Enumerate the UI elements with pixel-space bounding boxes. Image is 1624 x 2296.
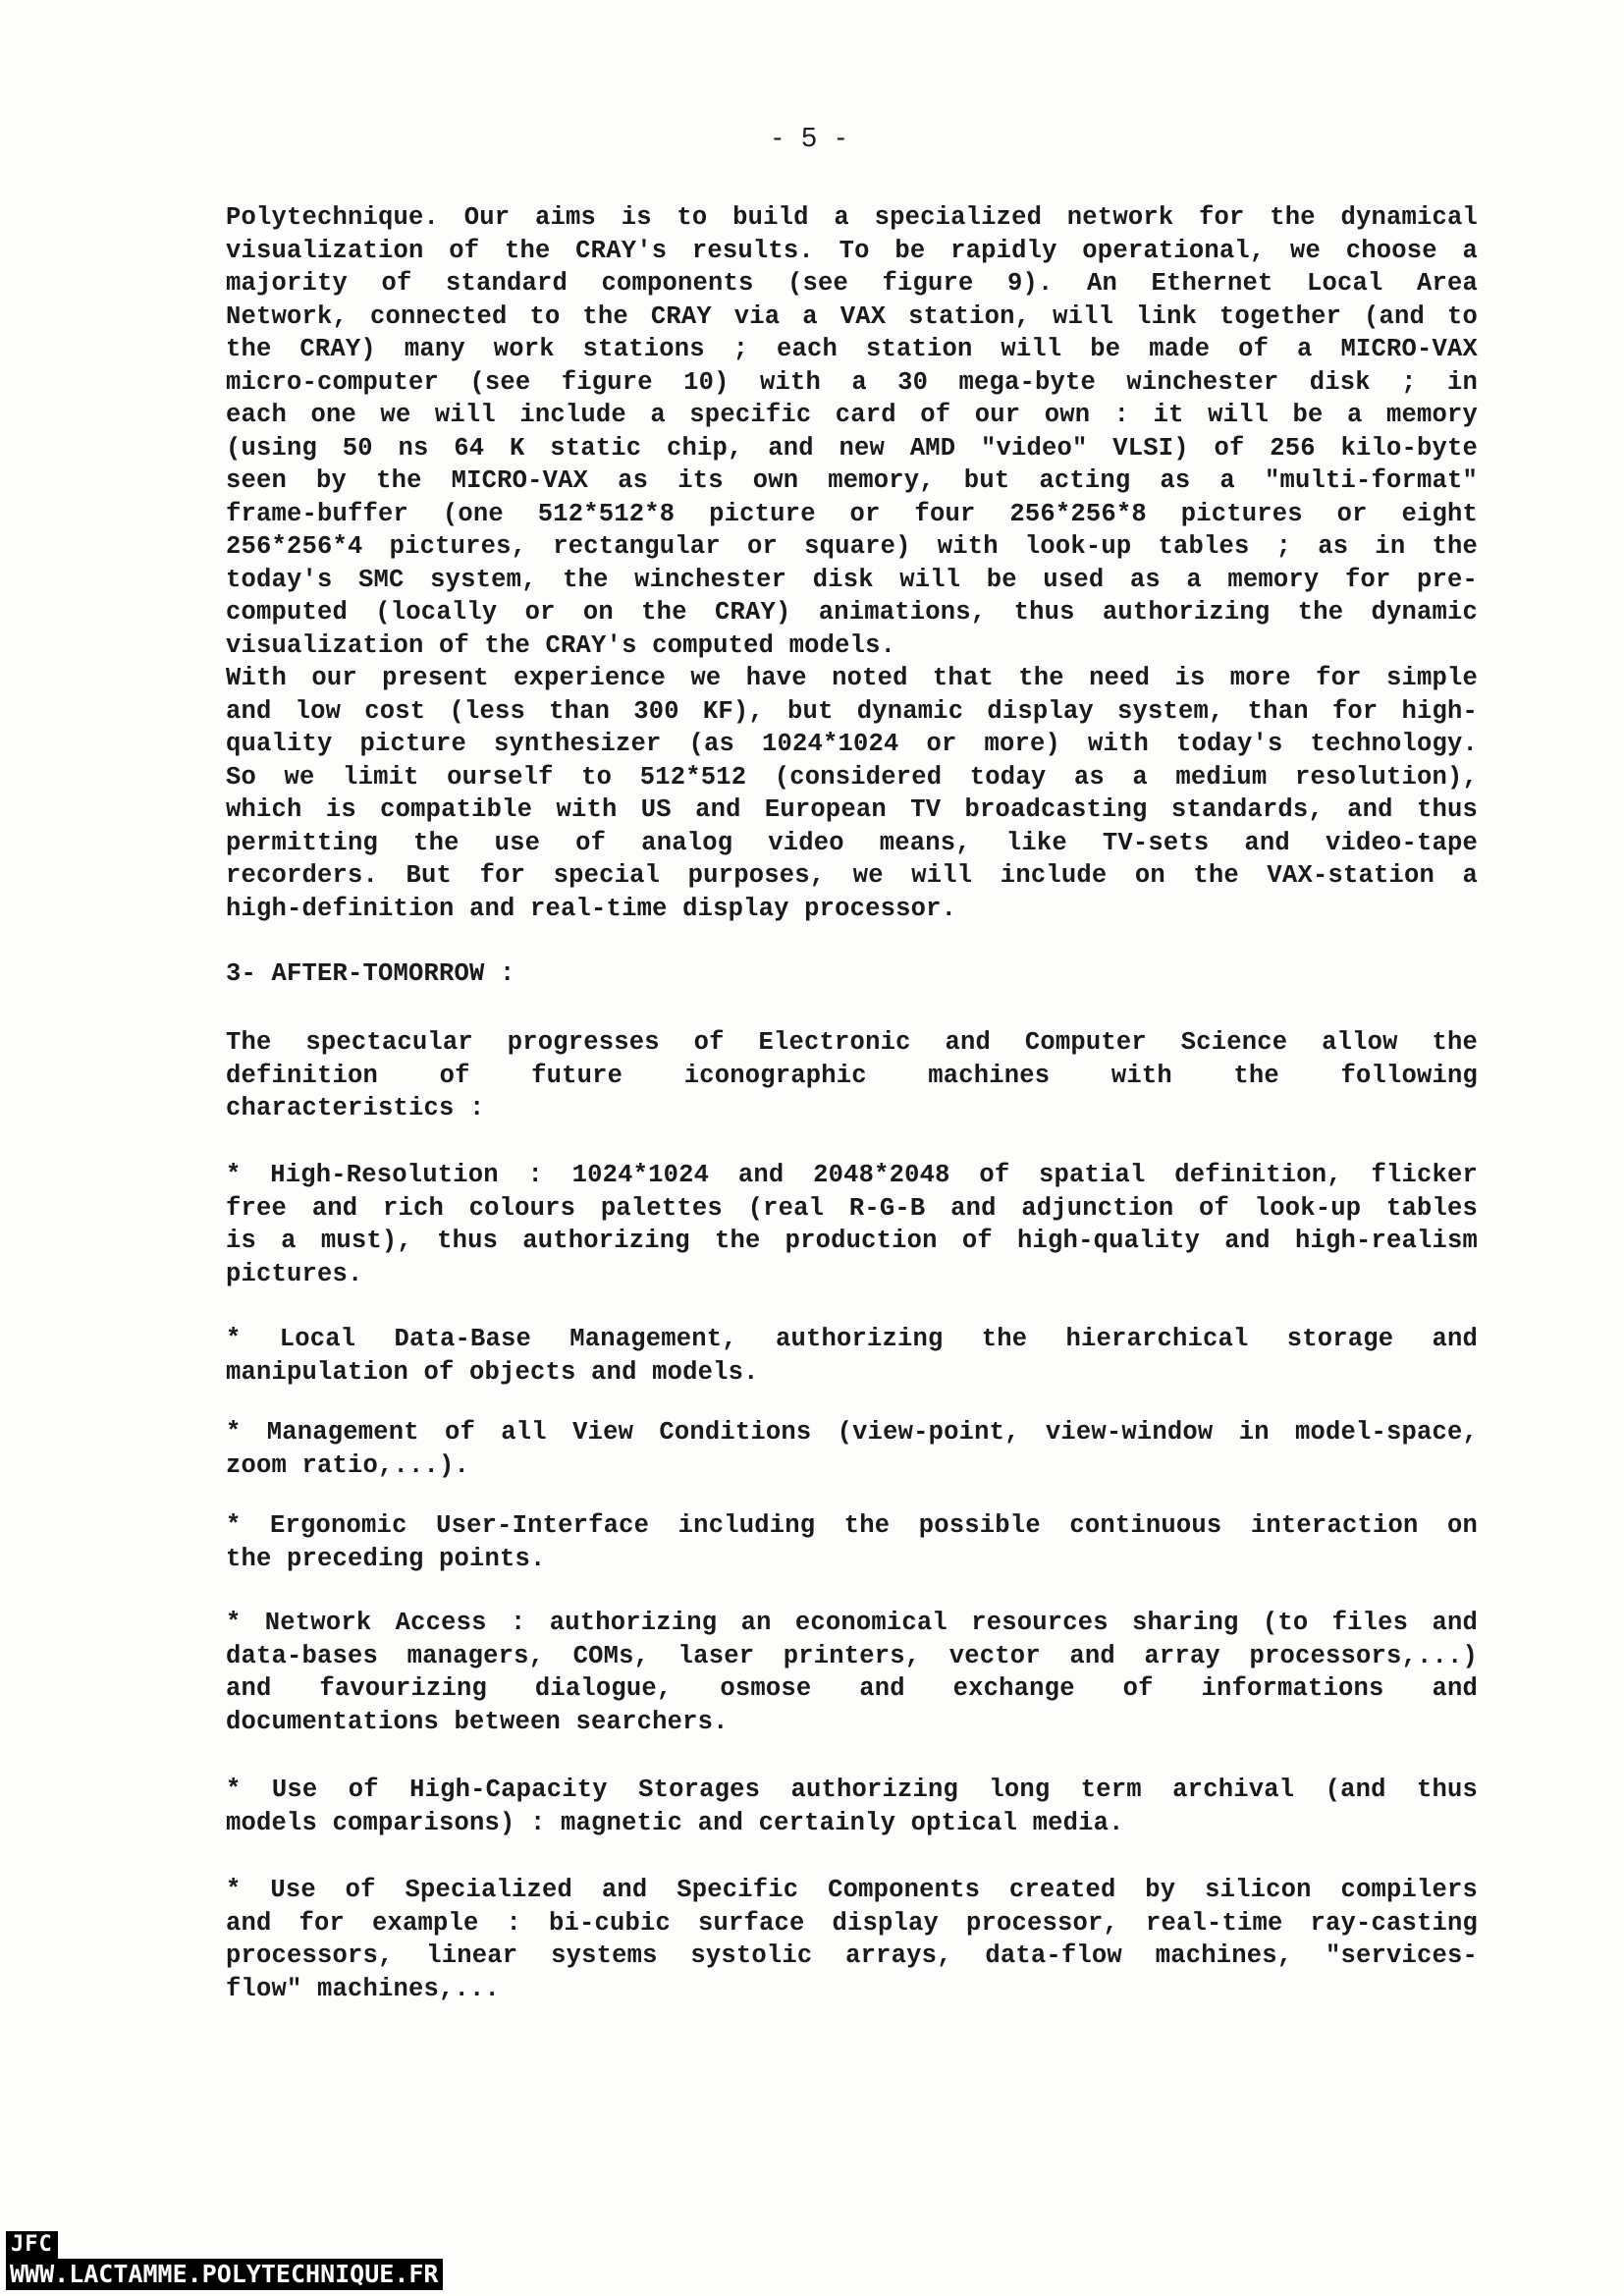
text-line: frame-buffer (one 512*512*8 picture or four 256*256*8 pictures or eight bbox=[226, 499, 1478, 528]
section-heading-after-tomorrow bbox=[226, 957, 1478, 991]
bullet-ergonomic-ui bbox=[226, 1509, 1478, 1575]
text-line: * Network Access : authorizing an economical resources sharing (to files and bbox=[226, 1609, 1478, 1637]
text-line: each one we will include a specific card of our own : it will be a memory bbox=[226, 401, 1478, 429]
text-line: seen by the MICRO-VAX as its own memory, but acting as a "multi-format" bbox=[226, 466, 1478, 495]
text-line: * Use of High-Capacity Storages authorizing long term archival (and thus bbox=[226, 1776, 1478, 1804]
text-line: processors, linear systems systolic arrays, data-flow machines, "services- bbox=[226, 1941, 1478, 1970]
text-line: zoom ratio,...). bbox=[226, 1450, 470, 1480]
text-line: today's SMC system, the winchester disk will be used as a memory for pre- bbox=[226, 565, 1478, 594]
watermark-url: WWW.LACTAMME.POLYTECHNIQUE.FR bbox=[6, 2259, 443, 2290]
bullet-high-capacity-storage bbox=[226, 1774, 1478, 1839]
text-line: which is compatible with US and European TV broadcasting standards, and thus bbox=[226, 795, 1478, 824]
text-line: and favourizing dialogue, osmose and exchange of informations and bbox=[226, 1674, 1478, 1703]
text-line: * Management of all View Conditions (view-point, view-window in model-space, bbox=[226, 1418, 1478, 1447]
text-line: * Local Data-Base Management, authorizing the hierarchical storage and bbox=[226, 1325, 1478, 1353]
text-line: is a must), thus authorizing the production of high-quality and high-realism bbox=[226, 1227, 1478, 1255]
text-line: free and rich colours palettes (real R-G-B and adjunction of look-up tables bbox=[226, 1193, 1478, 1223]
text-line: (using 50 ns 64 K static chip, and new AMD "video" VLSI) of 256 kilo-byte bbox=[226, 433, 1478, 463]
text-line: models comparisons) : magnetic and certainly optical media. bbox=[226, 1808, 1124, 1837]
text-line: the CRAY) many work stations ; each station will be made of a MICRO-VAX bbox=[226, 335, 1478, 363]
text-line: and low cost (less than 300 KF), but dynamic display system, than for high- bbox=[226, 696, 1478, 726]
text-line: visualization of the CRAY's computed models. bbox=[226, 630, 896, 660]
bullet-view-conditions bbox=[226, 1416, 1478, 1482]
text-line: The spectacular progresses of Electronic and Computer Science allow the bbox=[226, 1028, 1478, 1057]
text-line: majority of standard components (see figure 9). An Ethernet Local Area bbox=[226, 269, 1478, 298]
text-line: permitting the use of analog video means, like TV-sets and video-tape bbox=[226, 828, 1478, 857]
text-line: recorders. But for special purposes, we will include on the VAX-station a bbox=[226, 861, 1478, 890]
text-line: characteristics : bbox=[226, 1094, 485, 1122]
page-number: - 5 - bbox=[773, 122, 851, 152]
paragraph-present-experience bbox=[226, 662, 1478, 925]
text-line: data-bases managers, COMs, laser printers, vector and array processors,...) bbox=[226, 1641, 1478, 1670]
text-line: documentations between searchers. bbox=[226, 1707, 729, 1736]
text-line: Polytechnique. Our aims is to build a specialized network for the dynamical bbox=[226, 203, 1478, 232]
watermark-initials: JFC bbox=[6, 2231, 58, 2259]
text-line: the preceding points. bbox=[226, 1544, 546, 1573]
bullet-network-access bbox=[226, 1607, 1478, 1738]
text-line: quality picture synthesizer (as 1024*1024 or more) with today's technology. bbox=[226, 730, 1478, 758]
text-line: * High-Resolution : 1024*1024 and 2048*2048 of spatial definition, flicker bbox=[226, 1161, 1478, 1189]
text-line: computed (locally or on the CRAY) animations, thus authorizing the dynamic bbox=[226, 598, 1478, 627]
text-line: high-definition and real-time display processor. bbox=[226, 894, 957, 923]
bullet-specialized-components bbox=[226, 1874, 1478, 2005]
text-line: manipulation of objects and models. bbox=[226, 1357, 759, 1387]
text-line: Network, connected to the CRAY via a VAX station, will link together (and to bbox=[226, 301, 1478, 331]
site-watermark bbox=[6, 2231, 487, 2292]
text-line: flow" machines,... bbox=[226, 1974, 501, 2003]
text-line: visualization of the CRAY's results. To be rapidly operational, we choose a bbox=[226, 236, 1478, 265]
text-line: 3- AFTER-TOMORROW : bbox=[226, 959, 515, 988]
bullet-high-resolution bbox=[226, 1159, 1478, 1290]
text-line: pictures. bbox=[226, 1259, 363, 1288]
text-line: 256*256*4 pictures, rectangular or square) with look-up tables ; as in the bbox=[226, 532, 1478, 561]
text-line: So we limit ourself to 512*512 (considered today as a medium resolution), bbox=[226, 762, 1478, 792]
text-line: With our present experience we have noted that the need is more for simple bbox=[226, 664, 1478, 692]
paragraph-network-plan bbox=[226, 201, 1478, 662]
text-line: micro-computer (see figure 10) with a 30 mega-byte winchester disk ; in bbox=[226, 367, 1478, 397]
text-line: definition of future iconographic machines with the following bbox=[226, 1061, 1478, 1090]
text-line: * Use of Specialized and Specific Components created by silicon compilers bbox=[226, 1876, 1478, 1904]
text-line: and for example : bi-cubic surface display processor, real-time ray-casting bbox=[226, 1908, 1478, 1938]
bullet-local-database bbox=[226, 1323, 1478, 1389]
text-line: * Ergonomic User-Interface including the possible continuous interaction on bbox=[226, 1511, 1478, 1540]
paragraph-intro-characteristics bbox=[226, 1026, 1478, 1125]
